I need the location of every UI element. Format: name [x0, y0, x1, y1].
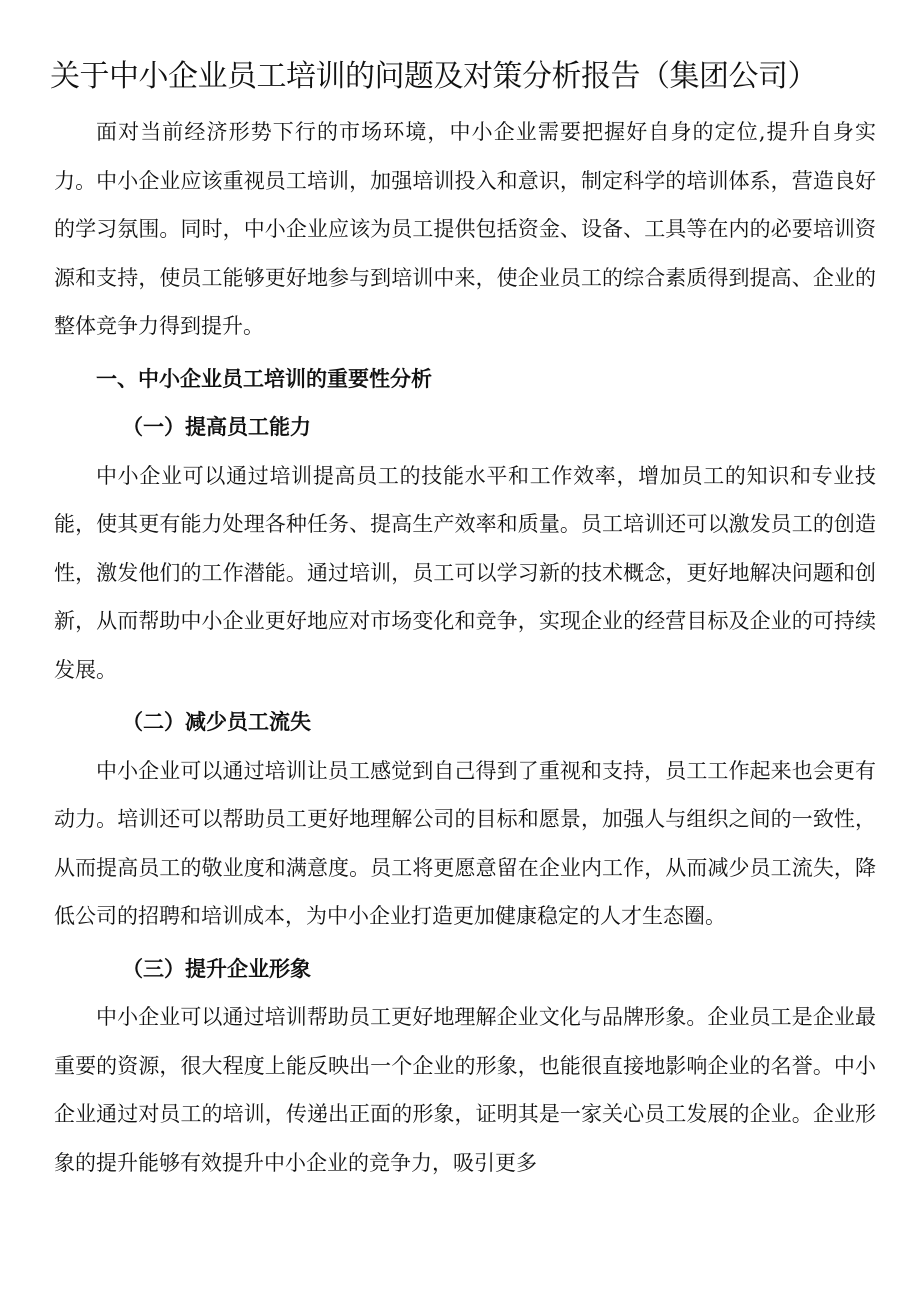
- subsection-heading-turnover: （二）减少员工流失: [122, 710, 311, 734]
- paragraph-turnover: 中小企业可以通过培训让员工感觉到自己得到了重视和支持，员工工作起来也会更有动力。培训还可以帮助员工更好地理解公司的目标和愿景，加强人与组织之间的一致性，从而提高员工的敬业度和满意度。员工将更愿意留在企业内工作，从而减少员工流失，降低公司的招聘和培训成本，为中小企业打造更加健康稳定的人才生态圈。: [54, 758, 876, 928]
- section-heading-importance: 一、中小企业员工培训的重要性分析: [96, 366, 432, 391]
- subsection-heading-image: （三）提升企业形象: [122, 956, 311, 981]
- paragraph-image: 中小企业可以通过培训帮助员工更好地理解企业文化与品牌形象。企业员工是企业最重要的资源，很大程度上能反映出一个企业的形象，也能很直接地影响企业的名誉。中小企业通过对员工的培训，传递出正面的形象，证明其是一家关心员工发展的企业。企业形象的提升能够有效提升中小企业的竞争力，吸引更多: [54, 1005, 876, 1175]
- document-page: [50, 52, 876, 1187]
- document-title: 关于中小企业员工培训的问题及对策分析报告（集团公司）: [50, 59, 817, 94]
- subsection-heading-ability: （一）提高员工能力: [122, 415, 311, 439]
- paragraph-ability: 中小企业可以通过培训提高员工的技能水平和工作效率，增加员工的知识和专业技能，使其更有能力处理各种任务、提高生产效率和质量。员工培训还可以激发员工的创造性，激发他们的工作潜能。通过培训，员工可以学习新的技术概念，更好地解决问题和创新，从而帮助中小企业更好地应对市场变化和竞争，实现企业的经营目标及企业的可持续发展。: [54, 463, 876, 682]
- intro-paragraph: 面对当前经济形势下行的市场环境，中小企业需要把握好自身的定位,提升自身实力。中小企业应该重视员工培训，加强培训投入和意识，制定科学的培训体系，营造良好的学习氛围。同时，中小企业应该为员工提供包括资金、设备、工具等在内的必要培训资源和支持，使员工能够更好地参与到培训中来，使企业员工的综合素质得到提高、企业的整体竞争力得到提升。: [54, 120, 876, 338]
